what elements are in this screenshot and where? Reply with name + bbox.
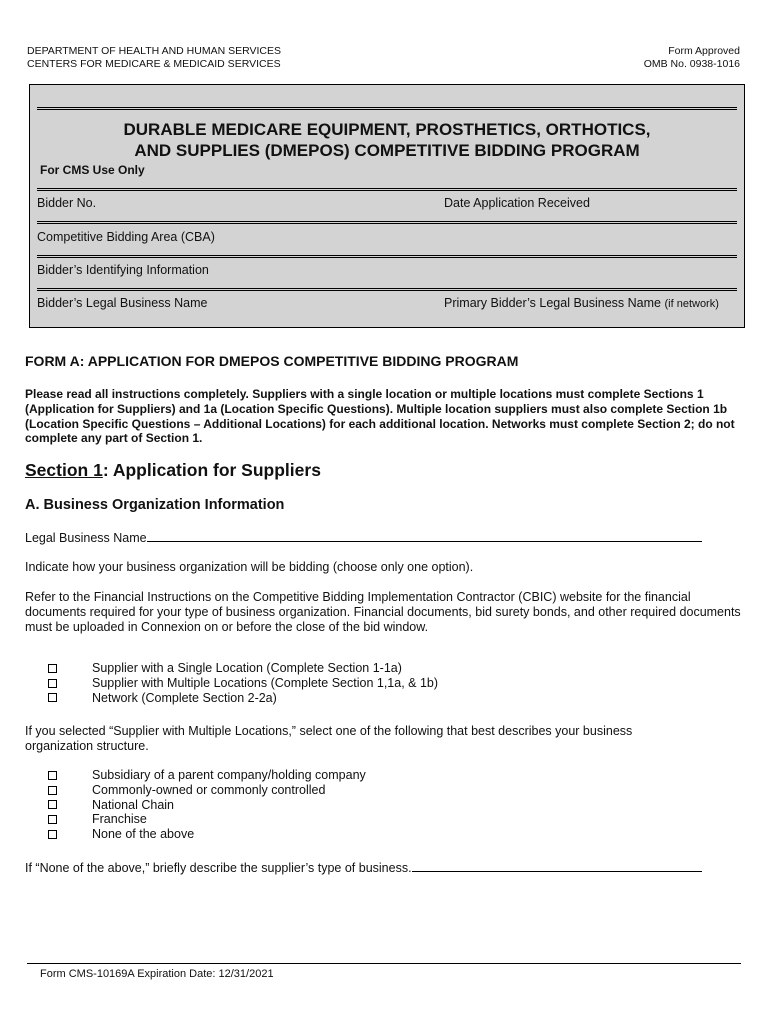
structure-option-common[interactable] [48, 783, 366, 798]
agency-header [27, 45, 281, 71]
checkbox[interactable] [48, 815, 57, 824]
bidder-no-field[interactable]: Bidder No. [37, 196, 97, 210]
primary-legal-name-field[interactable] [444, 296, 719, 310]
checkbox[interactable] [48, 830, 57, 839]
divider [37, 188, 737, 191]
bidding-option-multiple[interactable] [48, 676, 438, 691]
identifying-info-label: Bidder’s Identifying Information [37, 263, 209, 277]
legal-business-name-label: Legal Business Name [25, 531, 147, 545]
section-title: : Application for Suppliers [102, 460, 321, 480]
bidding-prompt: Indicate how your business organization will be bidding (choose only one option). [25, 560, 474, 574]
divider [37, 255, 737, 258]
legal-business-name-input[interactable] [147, 530, 702, 542]
option-label: Network (Complete Section 2-2a) [92, 690, 277, 705]
section-heading [25, 460, 321, 481]
bidding-option-single[interactable] [48, 661, 438, 676]
checkbox[interactable] [48, 771, 57, 780]
primary-legal-name-label: Primary Bidder’s Legal Business Name [444, 296, 661, 310]
none-description-row [25, 860, 702, 876]
form-approved-label: Form Approved [668, 45, 740, 57]
structure-option-none[interactable] [48, 827, 366, 842]
option-label: National Chain [92, 797, 174, 812]
network-note: (if network) [664, 298, 719, 310]
divider [37, 221, 737, 224]
structure-option-franchise[interactable] [48, 812, 366, 827]
none-prompt: If “None of the above,” briefly describe the supplier’s type of business. [25, 861, 412, 875]
option-label: None of the above [92, 827, 195, 842]
bidding-option-network[interactable] [48, 691, 438, 706]
checkbox[interactable] [48, 786, 57, 795]
option-label: Supplier with a Single Location (Complete Section 1-1a) [92, 661, 402, 675]
multi-location-prompt: If you selected “Supplier with Multiple Locations,” select one of the following that best describes your business organization structure. [25, 724, 633, 753]
legal-business-name-row [25, 530, 702, 546]
omb-number: OMB No. 0938-1016 [643, 58, 740, 70]
divider [37, 107, 737, 110]
date-received-field[interactable]: Date Application Received [444, 196, 590, 210]
financial-note: Refer to the Financial Instructions on the Competitive Bidding Implementation Contractor (CBIC) website for the financial documents required for your type of business organization. Financial documents, bid surety bonds, and other required documents must be uploaded in Connexion on or before the close of the bid window. [25, 590, 741, 634]
checkbox[interactable] [48, 679, 57, 688]
program-title [30, 119, 744, 161]
option-label: Supplier with Multiple Locations (Complete Section 1,1a, & 1b) [92, 675, 439, 690]
structure-option-subsidiary[interactable] [48, 768, 366, 783]
cms-use-only-box [29, 84, 745, 328]
program-title-line-1: DURABLE MEDICARE EQUIPMENT, PROSTHETICS, ORTHOTICS, [123, 120, 651, 139]
instructions: Please read all instructions completely. Suppliers with a single location or multiple locations must complete Sections 1 (Application for Suppliers) and 1a (Location Specific Questions). Multiple location suppliers must also complete Section 1b (Location Specific Questions – Additional Locations) for each additional location. Networks must complete Section 2; do not complete any part of Section 1. [25, 387, 735, 446]
form-title: FORM A: APPLICATION FOR DMEPOS COMPETITIVE BIDDING PROGRAM [25, 353, 519, 369]
structure-option-chain[interactable] [48, 798, 366, 813]
business-type-input[interactable] [412, 860, 702, 872]
structure-options [48, 768, 366, 842]
subsection-heading: A. Business Organization Information [25, 497, 285, 513]
cms-use-only-label: For CMS Use Only [40, 163, 145, 177]
form-footer: Form CMS-10169A Expiration Date: 12/31/2021 [40, 968, 274, 980]
option-label: Commonly-owned or commonly controlled [92, 782, 326, 797]
agency-line-2: CENTERS FOR MEDICARE & MEDICAID SERVICES [27, 58, 281, 70]
option-label: Subsidiary of a parent company/holding company [92, 768, 366, 782]
program-title-line-2: AND SUPPLIES (DMEPOS) COMPETITIVE BIDDING PROGRAM [134, 141, 640, 160]
option-label: Franchise [92, 812, 147, 827]
cba-field[interactable]: Competitive Bidding Area (CBA) [37, 230, 215, 244]
checkbox[interactable] [48, 800, 57, 809]
footer-divider [27, 963, 741, 964]
omb-approval [644, 45, 740, 71]
bidding-options [48, 661, 438, 705]
checkbox[interactable] [48, 664, 57, 673]
checkbox[interactable] [48, 693, 57, 702]
agency-line-1: DEPARTMENT OF HEALTH AND HUMAN SERVICES [27, 45, 281, 57]
legal-name-field[interactable]: Bidder’s Legal Business Name [37, 296, 208, 310]
divider [37, 288, 737, 291]
section-number: Section 1 [25, 460, 103, 480]
